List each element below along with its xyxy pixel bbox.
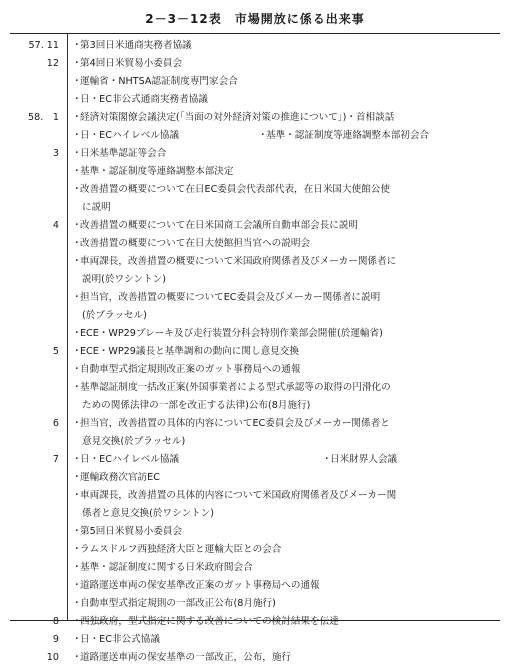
table-row	[10, 37, 500, 55]
bullet: ・	[72, 418, 82, 429]
event-date: 10	[46, 652, 59, 663]
table-row	[10, 289, 500, 307]
bullet: ・	[72, 130, 82, 141]
table-row	[10, 361, 500, 379]
event-text: 第5回日米貿易小委員会	[80, 526, 183, 537]
bullet: ・	[72, 454, 82, 465]
bullet: ・	[72, 634, 82, 645]
table-row	[10, 73, 500, 91]
table-row	[10, 487, 500, 505]
table-row	[10, 559, 500, 577]
bullet: ・	[72, 382, 82, 393]
event-date: 6	[52, 418, 59, 429]
event-text: 日・EC非公式協議	[80, 634, 160, 645]
table-row	[10, 649, 500, 667]
bullet: ・	[72, 148, 82, 159]
table-row	[10, 307, 500, 325]
event-text: 基準・認証制度等連絡調整本部決定	[80, 166, 234, 177]
table-row	[10, 271, 500, 289]
event-text: 基準・認証制度等連絡調整本部初会合	[266, 130, 430, 141]
bullet: ・	[72, 94, 82, 105]
table-row	[10, 577, 500, 595]
event-text: 基準・認証制度に関する日米政府間会合	[80, 562, 253, 573]
table-row	[10, 613, 500, 631]
event-text: 経済対策閣僚会議決定(「当面の対外経済対策の推進について」)・首相談話	[80, 112, 395, 123]
bullet: ・	[72, 328, 82, 339]
event-text: ECE・WP29議長と基準調和の動向に関し意見交換	[80, 346, 299, 357]
table-row	[10, 433, 500, 451]
event-text: 意見交換(於ブラッセル)	[82, 436, 186, 447]
event-text: 道路運送車両の保安基準改正案のガット事務局への通報	[80, 580, 320, 591]
event-date: 3	[52, 148, 59, 159]
event-text: 改善措置の概要について在日大使館担当官への説明会	[80, 238, 311, 249]
table-row	[10, 541, 500, 559]
bullet: ・	[72, 490, 82, 501]
table-row	[10, 451, 500, 469]
table-row	[10, 325, 500, 343]
event-text: 日・EC非公式通商実務者協議	[80, 94, 208, 105]
table-row	[10, 181, 500, 199]
bullet: ・	[72, 580, 82, 591]
bullet: ・	[72, 544, 82, 555]
bullet: ・	[72, 220, 82, 231]
event-text: 道路運送車両の保安基準の一部改正，公布，施行	[80, 652, 292, 663]
table-row	[10, 109, 500, 127]
bullet: ・	[72, 238, 82, 249]
event-text: 車両課長，改善措置の概要について米国政府関係者及びメーカー関係者に	[80, 256, 397, 267]
table-row	[10, 253, 500, 271]
bullet: ・	[72, 562, 82, 573]
table-row	[10, 397, 500, 415]
event-text: 改善措置の概要について在日EC委員会代表部代表，在日米国大使館公使	[80, 184, 390, 195]
table-row	[10, 505, 500, 523]
bullet: ・	[72, 364, 82, 375]
bullet: ・	[72, 616, 82, 627]
event-text: 自動車型式指定規則改正案のガット事務局への通報	[80, 364, 301, 375]
table-row	[10, 415, 500, 433]
event-rows	[10, 37, 500, 667]
bullet: ・	[72, 256, 82, 267]
event-text: 説明(於ワシントン)	[82, 274, 166, 285]
event-text: 運輸省・NHTSA認証制度専門家会合	[80, 76, 238, 87]
event-date: 8	[52, 616, 59, 627]
bullet: ・	[72, 166, 82, 177]
event-date: 12	[46, 58, 59, 69]
page-title: 2－3－12表 市場開放に係る出来事	[145, 12, 365, 26]
event-text: 日・ECハイレベル協議	[80, 454, 180, 465]
bullet: ・	[72, 184, 82, 195]
event-date: 7	[52, 454, 59, 465]
table-row	[10, 631, 500, 649]
bullet: ・	[72, 346, 82, 357]
event-text: 西独政府，型式指定に関する改善についての検討結果を伝達	[80, 616, 339, 627]
table-row	[10, 469, 500, 487]
bullet: ・	[72, 40, 82, 51]
event-date: 9	[52, 634, 59, 645]
event-text: 日米基準認証等会合	[80, 148, 167, 159]
event-text: 車両課長，改善措置の具体的内容について米国政府関係者及びメーカー関	[80, 490, 397, 501]
event-text: に説明	[82, 202, 111, 213]
bullet: ・	[72, 652, 82, 663]
table-row	[10, 55, 500, 73]
event-text: 日・ECハイレベル協議	[80, 130, 180, 141]
event-date: 5	[52, 346, 59, 357]
table-row	[10, 145, 500, 163]
event-text: 第3回日米通商実務者協議	[80, 40, 192, 51]
event-text: 担当官，改善措置の具体的内容についてEC委員会及びメーカー関係者と	[80, 418, 390, 429]
event-text: 改善措置の概要について在日米国商工会議所自動車部会長に説明	[80, 220, 359, 231]
table-row	[10, 127, 500, 145]
event-text: ラムスドルフ西独経済大臣と運輸大臣との会合	[80, 544, 282, 555]
event-date: 58. 1	[28, 112, 59, 123]
bullet: ・	[322, 454, 332, 465]
table-row	[10, 379, 500, 397]
table-row	[10, 217, 500, 235]
event-text: 第4回日米貿易小委員会	[80, 58, 183, 69]
bullet: ・	[72, 598, 82, 609]
event-text: 日米財界人会議	[330, 454, 398, 465]
table-row	[10, 235, 500, 253]
bullet: ・	[72, 58, 82, 69]
table-row	[10, 91, 500, 109]
event-text: 係者と意見交換(於ワシントン)	[82, 508, 214, 519]
event-text: ECE・WP29ブレーキ及び走行装置分科会特別作業部会開催(於運輸省)	[80, 328, 383, 339]
bullet: ・	[72, 472, 82, 483]
bullet: ・	[72, 292, 82, 303]
bullet: ・	[72, 76, 82, 87]
event-text: (於ブラッセル)	[82, 310, 147, 321]
event-text: 自動車型式指定規則の一部改正公布(8月施行)	[80, 598, 276, 609]
event-text: 担当官，改善措置の概要についてEC委員会及びメーカー関係者に説明	[80, 292, 381, 303]
table-row	[10, 199, 500, 217]
bullet: ・	[72, 526, 82, 537]
event-text: 基準認証制度一括改正案(外国事業者による型式承認等の取得の円滑化の	[80, 382, 391, 393]
bullet: ・	[258, 130, 268, 141]
table-row	[10, 163, 500, 181]
events-table	[10, 33, 500, 663]
event-date: 4	[52, 220, 59, 231]
table-row	[10, 595, 500, 613]
event-text: ための関係法律の一部を改正する法律)公布(8月施行)	[82, 400, 311, 411]
event-text: 運輸政務次官訪EC	[80, 472, 160, 483]
bullet: ・	[72, 112, 82, 123]
table-row	[10, 523, 500, 541]
event-date: 57. 11	[28, 40, 59, 51]
table-row	[10, 343, 500, 361]
